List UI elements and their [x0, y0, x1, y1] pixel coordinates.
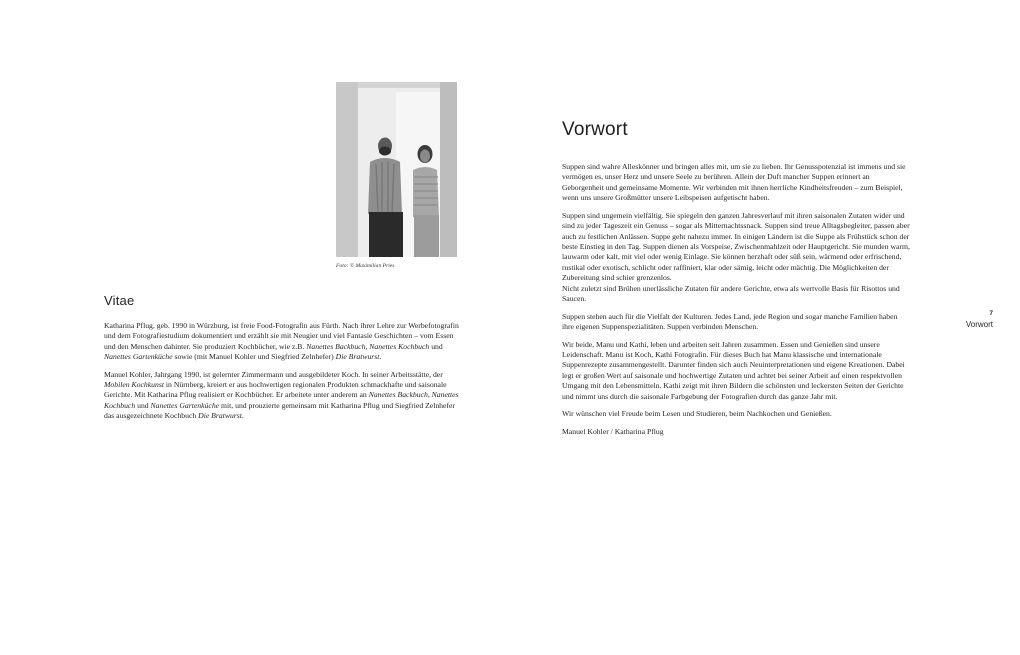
- vitae-text: und: [135, 400, 151, 410]
- vorwort-paragraph: Suppen stehen auch für die Vielfalt der Kulturen. Jedes Land, jede Region und sogar manche Familien haben ihre eigenen Suppenspezialitäten. Suppen verbinden Menschen.: [562, 311, 898, 332]
- vitae-text: ,: [365, 341, 370, 351]
- vitae-text: mit, und prouzierte gemeinsam mit Katharina Pflug und Siegfried Zelnhefer das ausgezeichnete Kochbuch: [104, 400, 455, 421]
- vitae-body: [104, 321, 459, 429]
- vitae-text: und: [429, 341, 443, 351]
- vitae-text: .: [241, 411, 244, 421]
- book-title: Nanettes Gartenküche: [150, 400, 220, 410]
- vitae-heading: Vitae: [104, 293, 135, 308]
- book-title: Nanettes Backbuch: [368, 390, 428, 400]
- book-title: Nanettes Kochbuch: [104, 390, 459, 410]
- business-name: Mobilen Kochkunst: [104, 380, 164, 390]
- photo-credit: Foto: © Maximilian Pries: [336, 263, 395, 269]
- vitae-text: Manuel Kohler, Jahrgang 1990, ist gelernter Zimmermann und ausgebildeter Koch. In seiner Arbeitsstätte, der: [104, 369, 443, 379]
- vorwort-heading: Vorwort: [562, 119, 628, 140]
- vorwort-paragraph: Suppen sind wahre Alleskönner und bringen alles mit, um sie zu lieben. Ihr Genusspotenzial ist immens und sie vermögen es, unser Herz und unsere Seele zu berühren. Allein der Duft mancher Suppen erinnert an Geborgenheit und gemeinsame Momente. Wir verbinden mit ihnen herrliche Kindheitsfreuden – zum Beispiel, wenn uns unsere Großmütter unsere Leibspeisen aufgetischt haben.: [562, 162, 906, 203]
- book-title: Nanettes Backbuch: [306, 341, 366, 351]
- page-number: 7: [989, 310, 993, 317]
- vitae-text: Katharina Pflug, geb. 1990 in Würzburg, ist freie Food-Fotografin aus Fürth. Nach ihrer Lehre zur Werbefotografin und dem Fotografiestudium dokumentiert und erzählt sie mit Neugier und viel Fantasie Geschichten – vom Essen und den Menschen dahinter. Sie produziert Kochbücher, wie z.B.: [104, 321, 459, 351]
- vitae-text: sowie (mit Manuel Kohler und Siegfried Zelnhefer): [172, 352, 336, 362]
- vitae-text: ,: [427, 390, 432, 400]
- author-photo-image: [336, 82, 457, 257]
- page-section-label: Vorwort: [965, 320, 993, 329]
- vorwort-paragraph: Wir wünschen viel Freude beim Lesen und Studieren, beim Nachkochen und Genießen.: [562, 409, 832, 419]
- vorwort-paragraph: Wir beide, Manu und Kathi, leben und arbeiten seit Jahren zusammen. Essen und Genießen sind unsere Leidenschaft. Manu ist Koch, Kathi Fotografin. Für dieses Buch hat Manu klassische und internationale Suppenrezepte zusammengestellt. Darunter finden sich auch Neuinterpretationen und eigene Kreationen. Dabei legt er großen Wert auf saisonale und hochwertige Zutaten und achtet bei seiner Arbeit auf einen respektvollen Umgang mit den Lebensmitteln. Kathi zeigt mit ihren Bildern die schönsten und leckersten Seiten der Gerichte und nimmt uns durch die saisonale Farbgebung der Fotografien durch das ganze Jahr mit.: [562, 339, 905, 401]
- book-title: Nanettes Gartenküche: [104, 352, 173, 362]
- book-title: Nanettes Kochbuch: [369, 341, 430, 351]
- vorwort-body: [562, 162, 910, 444]
- vitae-paragraph-pflug: [104, 321, 459, 363]
- author-photo: [336, 82, 457, 257]
- book-title: Die Bratwurst: [335, 352, 380, 362]
- vorwort-paragraph: Suppen sind ungemein vielfältig. Sie spiegeln den ganzen Jahresverlauf mit ihren saisonalen Zutaten wider und sind zu jeder Tageszeit ein Genuss – sogar als Mitternachtssnack. Suppen sind treue Alltagsbegleiter, passen aber auch zu festlichen Anlässen. Suppe geht nahezu immer. In einigen Ländern ist die Suppe als Frühstück schon der beste Einstieg in den Tag. Suppen dienen als Vorspeise, Zwischenmahlzeit oder Hauptgericht. Sie munden warm, lauwarm oder kalt, mit viel oder wenig Einlage. Sie können herzhaft oder süß sein, wärmend oder erfrischend, rustikal oder exotisch, schlicht oder raffiniert, klar oder sämig, leicht oder mächtig. Die Möglichkeiten der Zubereitung sind schier grenzenlos. Nicht zuletzt sind Brühen unerlässliche Zutaten für andere Gerichte, etwa als wertvolle Basis für Risottos und Saucen.: [562, 210, 910, 304]
- book-title: Die Bratwurst: [198, 411, 242, 421]
- vitae-text: in Nürnberg, kreiert er aus hochwertigen regionalen Produkten schmackhafte und saisonale Gerichte. Mit Katharina Pflug realisiert er Kochbücher. Er arbeitete unter anderem an: [104, 380, 447, 400]
- vitae-paragraph-kohler: [104, 370, 459, 422]
- vitae-text: .: [379, 352, 382, 362]
- vorwort-signature: Manuel Kohler / Katharina Pflug: [562, 426, 664, 436]
